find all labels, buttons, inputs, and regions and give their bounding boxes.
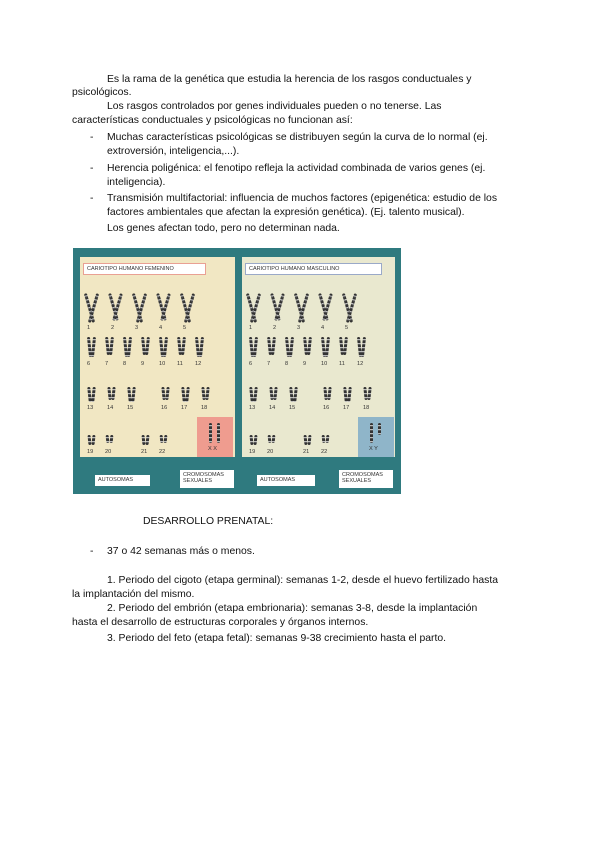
- chromosome: [106, 435, 109, 443]
- female-karyotype-panel: [80, 257, 235, 457]
- chromosome-number: 22: [159, 449, 166, 455]
- sex-chromosome: [217, 423, 220, 443]
- chromosome-number: 14: [107, 405, 114, 411]
- bullet-dash: -: [90, 163, 94, 174]
- female-karyotype-title: CARIOTIPO HUMANO FEMENINO: [83, 263, 206, 275]
- male-karyotype-title: CARIOTIPO HUMANO MASCULINO: [245, 263, 382, 275]
- chromosome-number: 15: [289, 405, 296, 411]
- bullet-dash: -: [90, 546, 94, 557]
- bullet-1: Muchas características psicológicas se distribuyen según la curva de lo normal (ej.: [107, 132, 488, 143]
- chromosome-number: 18: [201, 405, 208, 411]
- chromosome-number: 11: [177, 361, 183, 367]
- chromosome: [273, 387, 277, 400]
- sex-chromosome-label: X Y: [369, 446, 378, 452]
- conclusion: Los genes afectan todo, pero no determinan nada.: [107, 223, 340, 234]
- karyotype-figure: [73, 248, 401, 494]
- chromosome: [271, 337, 275, 355]
- chromosome-number: 12: [357, 361, 364, 367]
- chromosome-number: 6: [87, 361, 91, 367]
- chromosome-number: 2: [273, 325, 277, 331]
- chromosome-number: 13: [87, 405, 94, 411]
- bullet-3-cont: factores ambientales que afectan la expresión genética). (Ej. talento musical).: [107, 207, 465, 218]
- bullet-3: Transmisión multifactorial: influencia de muchos factores (epigenética: estudio de los: [107, 193, 498, 204]
- intro-paragraph-1-cont: psicológicos.: [72, 87, 132, 98]
- chromosome: [289, 337, 294, 357]
- bullet-2: Herencia poligénica: el fenotipo refleja la actividad combinada de varios genes (ej.: [107, 163, 486, 174]
- chromosome-number: 11: [339, 361, 345, 367]
- chromosome-number: 7: [267, 361, 271, 367]
- chromosome-number: 22: [321, 449, 328, 455]
- chromosome: [145, 435, 149, 445]
- chromosome: [145, 337, 149, 355]
- chromosome: [91, 337, 96, 357]
- chromosome: [253, 337, 258, 357]
- sex-chromosome-label: X X: [208, 446, 218, 452]
- chromosome: [91, 435, 95, 445]
- chromosome: [205, 387, 209, 400]
- chromosome: [343, 337, 347, 355]
- stage-2: 2. Periodo del embrión (etapa embrionaria): semanas 3-8, desde la implantación: [107, 603, 478, 614]
- prenatal-heading: DESARROLLO PRENATAL:: [143, 516, 274, 527]
- sex-chromosomes-label-male: CROMOSOMAS SEXUALES: [339, 470, 393, 488]
- chromosome: [110, 435, 113, 443]
- chromosome: [253, 435, 257, 445]
- sex-chromosomes-label-female: CROMOSOMAS SEXUALES: [180, 470, 234, 488]
- stage-3: 3. Periodo del feto (etapa fetal): semanas 9-38 crecimiento hasta el parto.: [107, 633, 447, 644]
- chromosome-number: 14: [269, 405, 276, 411]
- chromosome: [307, 337, 311, 355]
- chromosome-number: 17: [181, 405, 188, 411]
- chromosome-number: 8: [285, 361, 289, 367]
- chromosome: [199, 337, 204, 357]
- chromosome-number: 9: [141, 361, 145, 367]
- chromosome: [322, 435, 325, 443]
- chromosome-number: 4: [159, 325, 163, 331]
- sex-chromosome: [209, 423, 212, 443]
- chromosome: [165, 387, 169, 400]
- chromosome-number: 3: [297, 325, 301, 331]
- chromosome: [131, 387, 135, 402]
- autosomas-label-male: AUTOSOMAS: [257, 475, 315, 486]
- sex-chromosome: [378, 423, 381, 435]
- chromosome: [326, 435, 329, 443]
- chromosome: [268, 435, 271, 443]
- chromosome-number: 2: [111, 325, 115, 331]
- stage-1-cont: la implantación del mismo.: [72, 589, 195, 600]
- stage-2-cont: hasta el desarrollo de estructuras corporales y órganos internos.: [72, 617, 369, 628]
- chromosome: [361, 337, 366, 357]
- chromosome: [367, 387, 371, 400]
- chromosome-number: 19: [249, 449, 256, 455]
- autosomas-label-female: AUTOSOMAS: [95, 475, 150, 486]
- chromosome: [127, 337, 132, 357]
- bullet-dash: -: [90, 132, 94, 143]
- chromosome-number: 19: [87, 449, 94, 455]
- chromosome: [253, 387, 257, 402]
- chromosome: [347, 387, 351, 402]
- chromosome-number: 1: [249, 325, 253, 331]
- bullet-dash: -: [90, 193, 94, 204]
- male-sex-chromosomes: [358, 417, 394, 457]
- chromosome-number: 6: [249, 361, 253, 367]
- chromosome-number: 9: [303, 361, 307, 367]
- chromosome: [325, 337, 330, 357]
- chromosome: [163, 337, 168, 357]
- chromosome: [307, 435, 311, 445]
- chromosome: [181, 337, 185, 355]
- chromosome-number: 4: [321, 325, 325, 331]
- chromosome-number: 3: [135, 325, 139, 331]
- chromosome-number: 16: [161, 405, 168, 411]
- chromosome-number: 10: [159, 361, 166, 367]
- intro-paragraph-2: Los rasgos controlados por genes individuales pueden o no tenerse. Las: [107, 101, 442, 112]
- bullet-1-cont: extroversión, inteligencia,...).: [107, 146, 240, 157]
- stage-1: 1. Periodo del cigoto (etapa germinal): semanas 1-2, desde el huevo fertilizado hasta: [107, 575, 499, 586]
- chromosome-number: 16: [323, 405, 330, 411]
- male-karyotype-panel: [242, 257, 395, 457]
- bullet-2-cont: inteligencia).: [107, 177, 166, 188]
- chromosome: [293, 387, 297, 402]
- chromosome-number: 20: [105, 449, 112, 455]
- female-sex-chromosomes: [197, 417, 233, 457]
- chromosome: [185, 387, 189, 402]
- chromosome-number: 20: [267, 449, 274, 455]
- chromosome-number: 5: [345, 325, 349, 331]
- chromosome-number: 7: [105, 361, 109, 367]
- chromosome-number: 8: [123, 361, 127, 367]
- chromosome-number: 10: [321, 361, 328, 367]
- chromosome-number: 21: [303, 449, 310, 455]
- chromosome-number: 5: [183, 325, 187, 331]
- chromosome: [160, 435, 163, 443]
- chromosome: [272, 435, 275, 443]
- intro-paragraph-2-cont: características conductuales y psicológicas no funcionan así:: [72, 115, 353, 126]
- chromosome-number: 15: [127, 405, 134, 411]
- chromosome-number: 1: [87, 325, 91, 331]
- chromosome: [111, 387, 115, 400]
- chromosome-number: 21: [141, 449, 148, 455]
- chromosome-number: 12: [195, 361, 202, 367]
- chromosome: [91, 387, 95, 402]
- prenatal-bullet: 37 o 42 semanas más o menos.: [107, 546, 255, 557]
- sex-chromosome: [370, 423, 373, 443]
- chromosome-number: 18: [363, 405, 370, 411]
- chromosome: [109, 337, 113, 355]
- intro-paragraph-1: Es la rama de la genética que estudia la herencia de los rasgos conductuales y: [107, 74, 472, 85]
- chromosome: [327, 387, 331, 400]
- chromosome-number: 13: [249, 405, 256, 411]
- chromosome: [164, 435, 167, 443]
- chromosome-number: 17: [343, 405, 350, 411]
